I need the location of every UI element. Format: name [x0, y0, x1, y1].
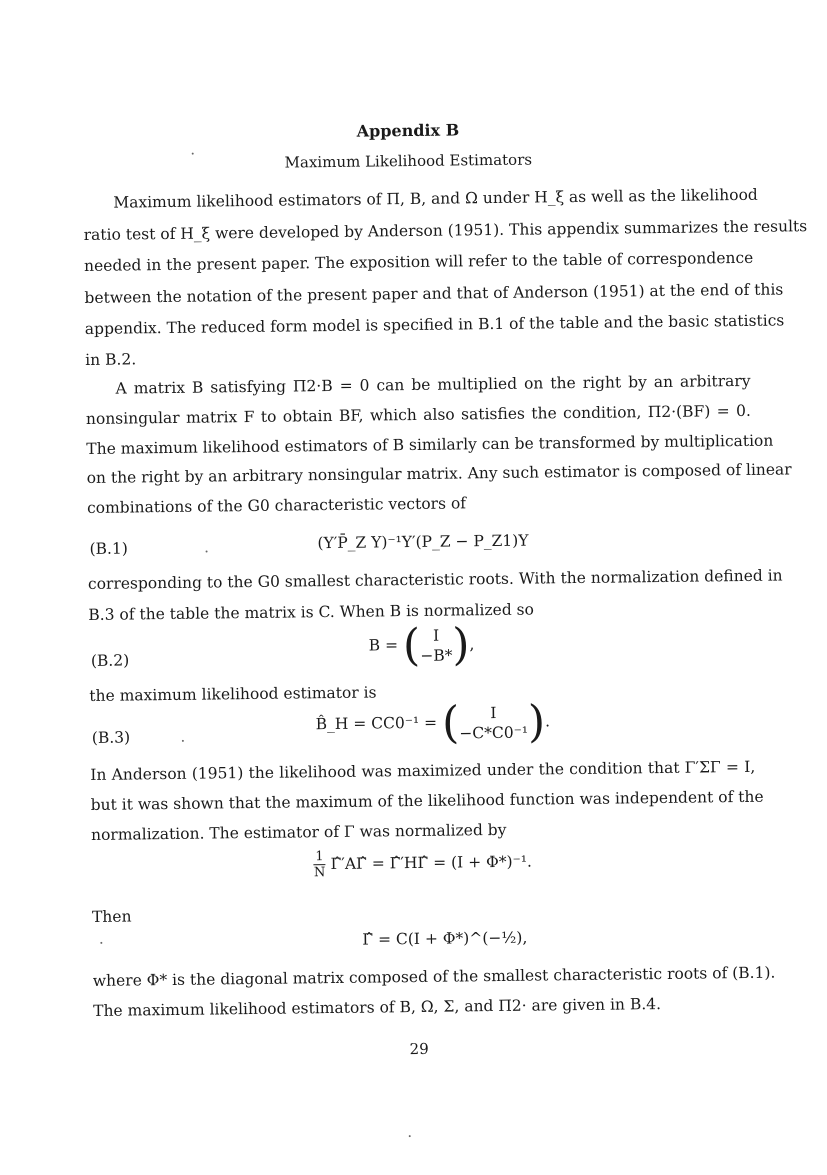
matrix-top: I [490, 704, 497, 723]
fraction [313, 849, 326, 881]
paragraph-line: Then [91, 907, 132, 926]
paragraph-line: on the right by an arbitrary nonsingular matrix. Any such estimator is composed of linear [86, 460, 792, 487]
paragraph-line: ratio test of H_ξ were developed by Anderson (1951). This appendix summarizes the results [83, 217, 808, 245]
appendix-subtitle: Maximum Likelihood Estimators [284, 150, 533, 172]
scan-speck [409, 1135, 411, 1137]
equation-gamma-normalization [313, 847, 532, 882]
equation-b3-lhs: B̂_H = CC0⁻¹ = [315, 713, 438, 734]
equation-gamma-normalization-rhs: Γ̂′AΓ̂ = Γ̂′HΓ̂ = (I + Φ*)⁻¹. [330, 852, 533, 874]
paragraph-line: but it was shown that the maximum of the likelihood function was independent of the [90, 787, 764, 814]
paragraph-line: Maximum likelihood estimators of Π, B, and Ω under H_ξ as well as the likelihood [113, 185, 758, 212]
appendix-title: Appendix B [356, 120, 460, 141]
scan-speck [182, 740, 184, 742]
equation-label-b3: (B.3) [91, 728, 131, 747]
matrix-top: I [432, 626, 440, 645]
paragraph-line: normalization. The estimator of Γ was normalized by [90, 820, 507, 844]
fraction-denominator: N [313, 865, 326, 881]
paragraph-line: The maximum likelihood estimators of B, Ω, Σ, and Π2· are given in B.4. [93, 995, 662, 1020]
paragraph-line: appendix. The reduced form model is specified in B.1 of the table and the basic statistics [84, 311, 785, 339]
paragraph-line: B.3 of the table the matrix is C. When B is normalized so [88, 600, 535, 624]
matrix-bottom: −C*C0⁻¹ [459, 723, 529, 743]
paragraph-line: the maximum likelihood estimator is [89, 683, 377, 705]
paragraph-line: needed in the present paper. The exposition will refer to the table of correspondence [83, 248, 754, 276]
right-paren-icon: ) [451, 619, 470, 671]
equation-b2-lhs: B = [368, 636, 399, 655]
equation-b2: B = ( I −B*), [368, 619, 475, 672]
paragraph-line: between the notation of the present paper and that of Anderson (1951) at the end of this [84, 280, 784, 308]
equation-label-b2: (B.2) [90, 651, 130, 670]
paragraph-line: nonsingular matrix F to obtain BF, which also satisfies the condition, Π2·(BF) = 0. [85, 401, 752, 428]
scan-speck [100, 942, 102, 944]
equation-b1: (Y′P̄_Z Y)⁻¹Y′(P_Z − P_Z1)Y [317, 531, 529, 553]
matrix-bottom: −B* [420, 646, 453, 665]
matrix-b2 [420, 626, 453, 666]
scan-speck [192, 153, 194, 155]
matrix-b3 [459, 703, 528, 744]
paragraph-line: combinations of the G0 characteristic vectors of [86, 494, 467, 517]
page-number: 29 [409, 1039, 429, 1059]
right-paren-icon: ) [527, 696, 546, 748]
paragraph-line: The maximum likelihood estimators of B similarly can be transformed by multiplication [86, 431, 774, 458]
equation-gamma-hat: Γ̂ = C(I + Φ*)^(−½), [362, 928, 528, 949]
fraction-numerator: 1 [313, 849, 325, 865]
paragraph-line: corresponding to the G0 smallest characteristic roots. With the normalization defined in [87, 566, 783, 593]
paragraph-line: A matrix B satisfying Π2·B = 0 can be multiplied on the right by an arbitrary [115, 371, 751, 398]
scan-speck [206, 551, 208, 553]
left-paren-icon: ( [402, 619, 421, 672]
paragraph-line: In Anderson (1951) the likelihood was maximized under the condition that Γ′ΣΓ = I, [90, 757, 756, 784]
left-paren-icon: ( [441, 697, 460, 749]
paragraph-line: in B.2. [85, 350, 137, 369]
equation-label-b1: (B.1) [89, 539, 128, 558]
paragraph-line: where Φ* is the diagonal matrix composed of the smallest characteristic roots of (B.1). [92, 963, 776, 990]
equation-b3: B̂_H = CC0⁻¹ = ( I −C*C0⁻¹). [315, 696, 551, 749]
